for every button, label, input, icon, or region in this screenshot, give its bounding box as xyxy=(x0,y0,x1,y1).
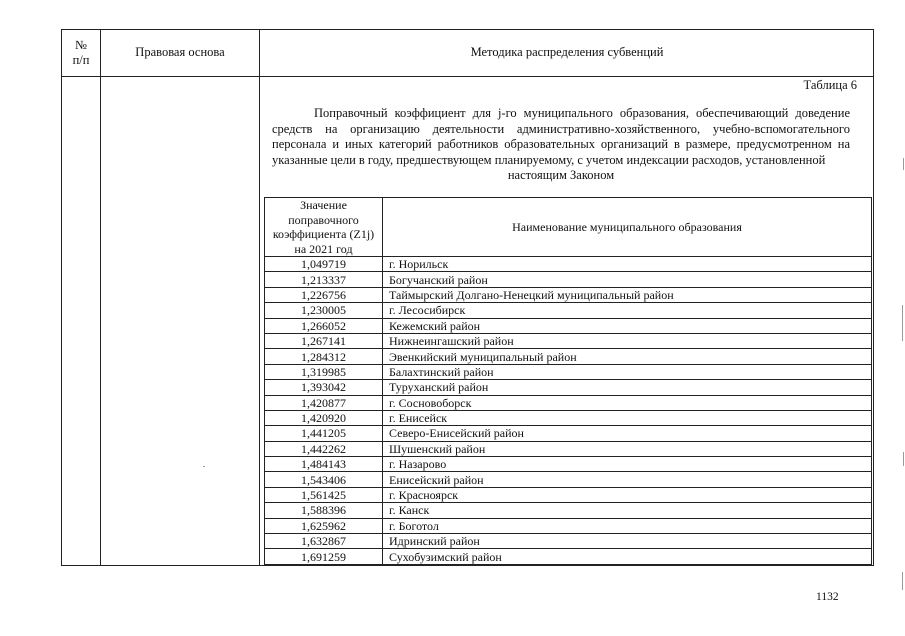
table-row xyxy=(265,287,872,302)
table-row xyxy=(265,426,872,441)
coefficient-value: 1,561425 xyxy=(265,487,383,502)
coefficient-value: 1,441205 xyxy=(265,426,383,441)
municipality-name: Кежемский район xyxy=(383,318,872,333)
coefficient-value: 1,230005 xyxy=(265,303,383,318)
scan-dot xyxy=(203,466,205,467)
coefficient-table-body xyxy=(265,257,872,565)
municipality-name: г. Назарово xyxy=(383,457,872,472)
municipality-name: Эвенкийский муниципальный район xyxy=(383,349,872,364)
header-col-num: № п/п xyxy=(72,38,90,67)
coefficient-value: 1,625962 xyxy=(265,518,383,533)
coefficient-table xyxy=(264,197,872,565)
municipality-name: г. Норильск xyxy=(383,257,872,272)
municipality-name: Шушенский район xyxy=(383,441,872,456)
table-row xyxy=(265,272,872,287)
header-divider xyxy=(61,76,874,77)
page-number: 1132 xyxy=(816,591,839,603)
table-row xyxy=(265,380,872,395)
table-row xyxy=(265,534,872,549)
table-row xyxy=(265,441,872,456)
table-row xyxy=(265,364,872,379)
municipality-name: Идринский район xyxy=(383,534,872,549)
coefficient-value: 1,420920 xyxy=(265,410,383,425)
heading-last-line: настоящим Законом xyxy=(507,168,615,183)
municipality-name: г. Красноярск xyxy=(383,487,872,502)
table-row xyxy=(265,503,872,518)
coefficient-value: 1,588396 xyxy=(265,503,383,518)
coefficient-value: 1,632867 xyxy=(265,534,383,549)
coefficient-table-header xyxy=(265,198,872,257)
municipality-name: Таймырский Долгано-Ненецкий муниципальный район xyxy=(383,287,872,302)
col-name-header: Наименование муниципального образования xyxy=(383,198,872,257)
table-row xyxy=(265,395,872,410)
header-col-basis: Правовая основа xyxy=(135,45,225,59)
scan-mark xyxy=(902,305,903,341)
coefficient-value: 1,213337 xyxy=(265,272,383,287)
coefficient-value: 1,319985 xyxy=(265,364,383,379)
column-divider-2 xyxy=(259,29,260,566)
col-value-header: Значение поправочного коэффициента (Z1j) на 2021 год xyxy=(265,198,383,257)
municipality-name: г. Енисейск xyxy=(383,410,872,425)
table-row xyxy=(265,549,872,564)
table-row xyxy=(265,410,872,425)
municipality-name: г. Боготол xyxy=(383,518,872,533)
coefficient-value: 1,420877 xyxy=(265,395,383,410)
table-row xyxy=(265,487,872,502)
coefficient-value: 1,484143 xyxy=(265,457,383,472)
table-row xyxy=(265,333,872,348)
municipality-name: Богучанский район xyxy=(383,272,872,287)
table-row xyxy=(265,349,872,364)
municipality-name: Енисейский район xyxy=(383,472,872,487)
municipality-name: Нижнеингашский район xyxy=(383,333,872,348)
header-col-method: Методика распределения субвенций xyxy=(470,45,664,59)
table-row xyxy=(265,457,872,472)
table-row xyxy=(265,257,872,272)
coefficient-value: 1,284312 xyxy=(265,349,383,364)
scan-mark xyxy=(902,572,903,590)
coefficient-value: 1,393042 xyxy=(265,380,383,395)
heading-text: Поправочный коэффициент для j-го муниципального образования, обеспечивающий доведение средств на организацию деятельности административно-хозяйственного, учебно-вспомогательного персонала и иных категорий работников образовательных организаций в размере, предусмотренном на указанные цели в году, предшествующем планируемому, с учетом индексации расходов, установленной xyxy=(272,106,850,167)
coefficient-value: 1,543406 xyxy=(265,472,383,487)
coefficient-value: 1,691259 xyxy=(265,549,383,564)
municipality-name: Балахтинский район xyxy=(383,364,872,379)
municipality-name: г. Сосновоборск xyxy=(383,395,872,410)
municipality-name: Сухобузимский район xyxy=(383,549,872,564)
scan-mark xyxy=(903,158,904,170)
column-divider-1 xyxy=(100,29,101,566)
table-row xyxy=(265,303,872,318)
coefficient-value: 1,267141 xyxy=(265,333,383,348)
table-row xyxy=(265,472,872,487)
coefficient-value: 1,442262 xyxy=(265,441,383,456)
municipality-name: Северо-Енисейский район xyxy=(383,426,872,441)
table-row xyxy=(265,518,872,533)
municipality-name: г. Лесосибирск xyxy=(383,303,872,318)
scan-mark xyxy=(903,452,904,466)
coefficient-value: 1,266052 xyxy=(265,318,383,333)
coefficient-value: 1,049719 xyxy=(265,257,383,272)
table-row xyxy=(265,318,872,333)
coefficient-value: 1,226756 xyxy=(265,287,383,302)
heading-paragraph xyxy=(272,106,850,184)
municipality-name: г. Канск xyxy=(383,503,872,518)
table-label: Таблица 6 xyxy=(803,78,857,92)
municipality-name: Туруханский район xyxy=(383,380,872,395)
